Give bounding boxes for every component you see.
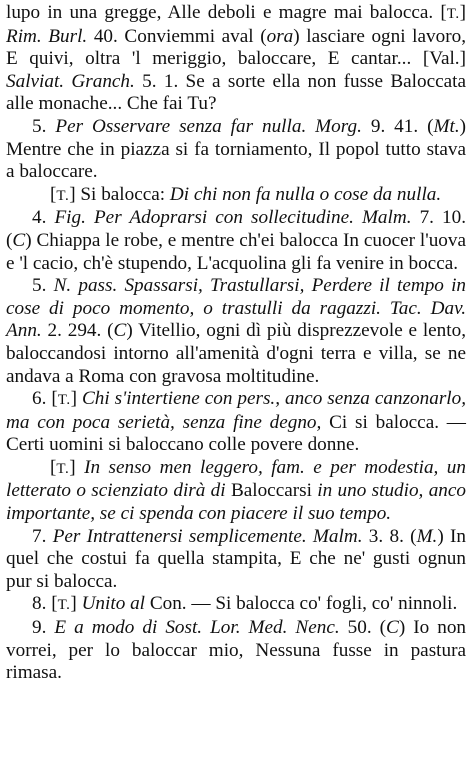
text-run: 8. [ [32, 593, 58, 615]
text-run: Baloccarsi [225, 480, 318, 502]
sense-5-passive [6, 275, 466, 388]
text-run: 40. Conviemmi aval ( [87, 25, 267, 47]
text-run: ) Vitellio, ogni dì più disprezzevole e lento, baloccandosi intorno all'amenità d'ogni terra e villa, se ne andava a Roma con gravosa moltitudine. [6, 320, 466, 387]
italic-text: ora [266, 25, 294, 47]
text-run: 5. [32, 115, 56, 137]
italic-text: Per Osservare senza far nulla. Morg. [55, 115, 362, 137]
italic-text: Di chi non fa nulla o cose da nulla. [169, 183, 442, 205]
italic-text: M. [416, 525, 438, 547]
sense-5-observe [6, 116, 466, 184]
text-run: Ci si balocca. — Certi uomini si baloccano colle povere donne. [6, 411, 466, 456]
text-run: 6. [ [32, 388, 58, 410]
source-tag: T. [56, 460, 70, 477]
sense-9-noun [6, 617, 466, 685]
italic-text: in uno studio, anco importante, se ci spenda con piacere il suo tempo. [6, 480, 466, 525]
italic-text: Per Intrattenersi semplicemente. Malm. [52, 525, 363, 547]
text-run: 5. 1. Se a sorte ella non fusse Baloccata alle monache... Che fai Tu? [6, 70, 466, 115]
text-run: 7. 10. ( [6, 207, 466, 251]
text-run: ] [70, 593, 82, 615]
text-run: 9. 41. ( [361, 115, 434, 137]
italic-text: C [113, 320, 127, 342]
text-run: 9. [32, 617, 55, 639]
source-tag: T. [57, 597, 71, 614]
italic-text: In senso men leggero, fam. e per modestia, un letterato o scienziato dirà di [6, 456, 466, 502]
text-run: 3. 8. ( [362, 525, 417, 547]
italic-text: C [12, 229, 26, 251]
text-run: 4. [32, 207, 55, 229]
text-run: ] [459, 2, 466, 23]
sense-7-entertain-simply [6, 526, 466, 594]
sense-5-note [6, 184, 466, 208]
text-run: ) lasciare ogni lavoro, E quivi, oltra 'l meriggio, baloccare, E cantar... [Val.] [6, 25, 466, 70]
entry-continuation [6, 2, 466, 116]
text-run: 5. [32, 275, 54, 297]
text-run: ] Si balocca: [69, 183, 170, 205]
italic-text: Chi s'intertiene con pers., anco senza canzonarlo, ma con poca serietà, senza fine degno, [6, 388, 467, 433]
text-run: ) Mentre che in piazza si fa torniamento, Il popol tutto stava a baloccare. [6, 115, 467, 183]
italic-text: Fig. Per Adoprarsi con sollecitudine. Malm. [54, 207, 412, 229]
source-tag: T. [56, 187, 70, 204]
text-run: ) Chiappa le robe, e mentre ch'ei balocca In cuocer l'uova e 'l cacio, ch'è stupendo, L'acquolina gli fa venire in bocca. [6, 229, 466, 274]
italic-text: E a modo di Sost. Lor. Med. Nenc. [54, 617, 340, 639]
source-tag: T. [446, 6, 460, 22]
text-run: ) In quel che costui fa quella stampita, E che ne' gusti ognun pur si balocca. [6, 525, 467, 592]
text-run: lupo in una gregge, Alle deboli e magre mai balocca. [ [6, 2, 447, 23]
sense-4-figurative [6, 207, 466, 275]
text-run: ) Io non vorrei, per lo baloccar mio, Nessuna fusse in pastura rimasa. [6, 617, 467, 684]
sense-6-entertain [6, 388, 466, 457]
text-run: [ [50, 183, 57, 205]
sense-8-with-con [6, 593, 466, 617]
sense-6-note [6, 457, 466, 526]
text-run: 7. [32, 525, 53, 547]
text-run: ] [70, 388, 82, 410]
italic-text: C [386, 617, 399, 639]
italic-text: Mt. [433, 115, 460, 137]
italic-text: N. pass. Spassarsi, Trastullarsi, Perdere il tempo in cose di poco momento, o trastulli da ragazzi. Tac. Dav. Ann. [6, 275, 466, 342]
italic-text: Salviat. Granch. [6, 70, 135, 92]
italic-text: Rim. Burl. [6, 25, 88, 47]
text-run: ] [69, 456, 85, 478]
text-run: [ [50, 456, 57, 478]
italic-text: Unito al [81, 593, 146, 615]
text-run: Con. — Si balocca co' fogli, co' ninnoli. [145, 593, 458, 615]
source-tag: T. [57, 392, 71, 409]
text-run: 2. 294. ( [41, 320, 114, 342]
text-run: 50. ( [339, 617, 387, 639]
